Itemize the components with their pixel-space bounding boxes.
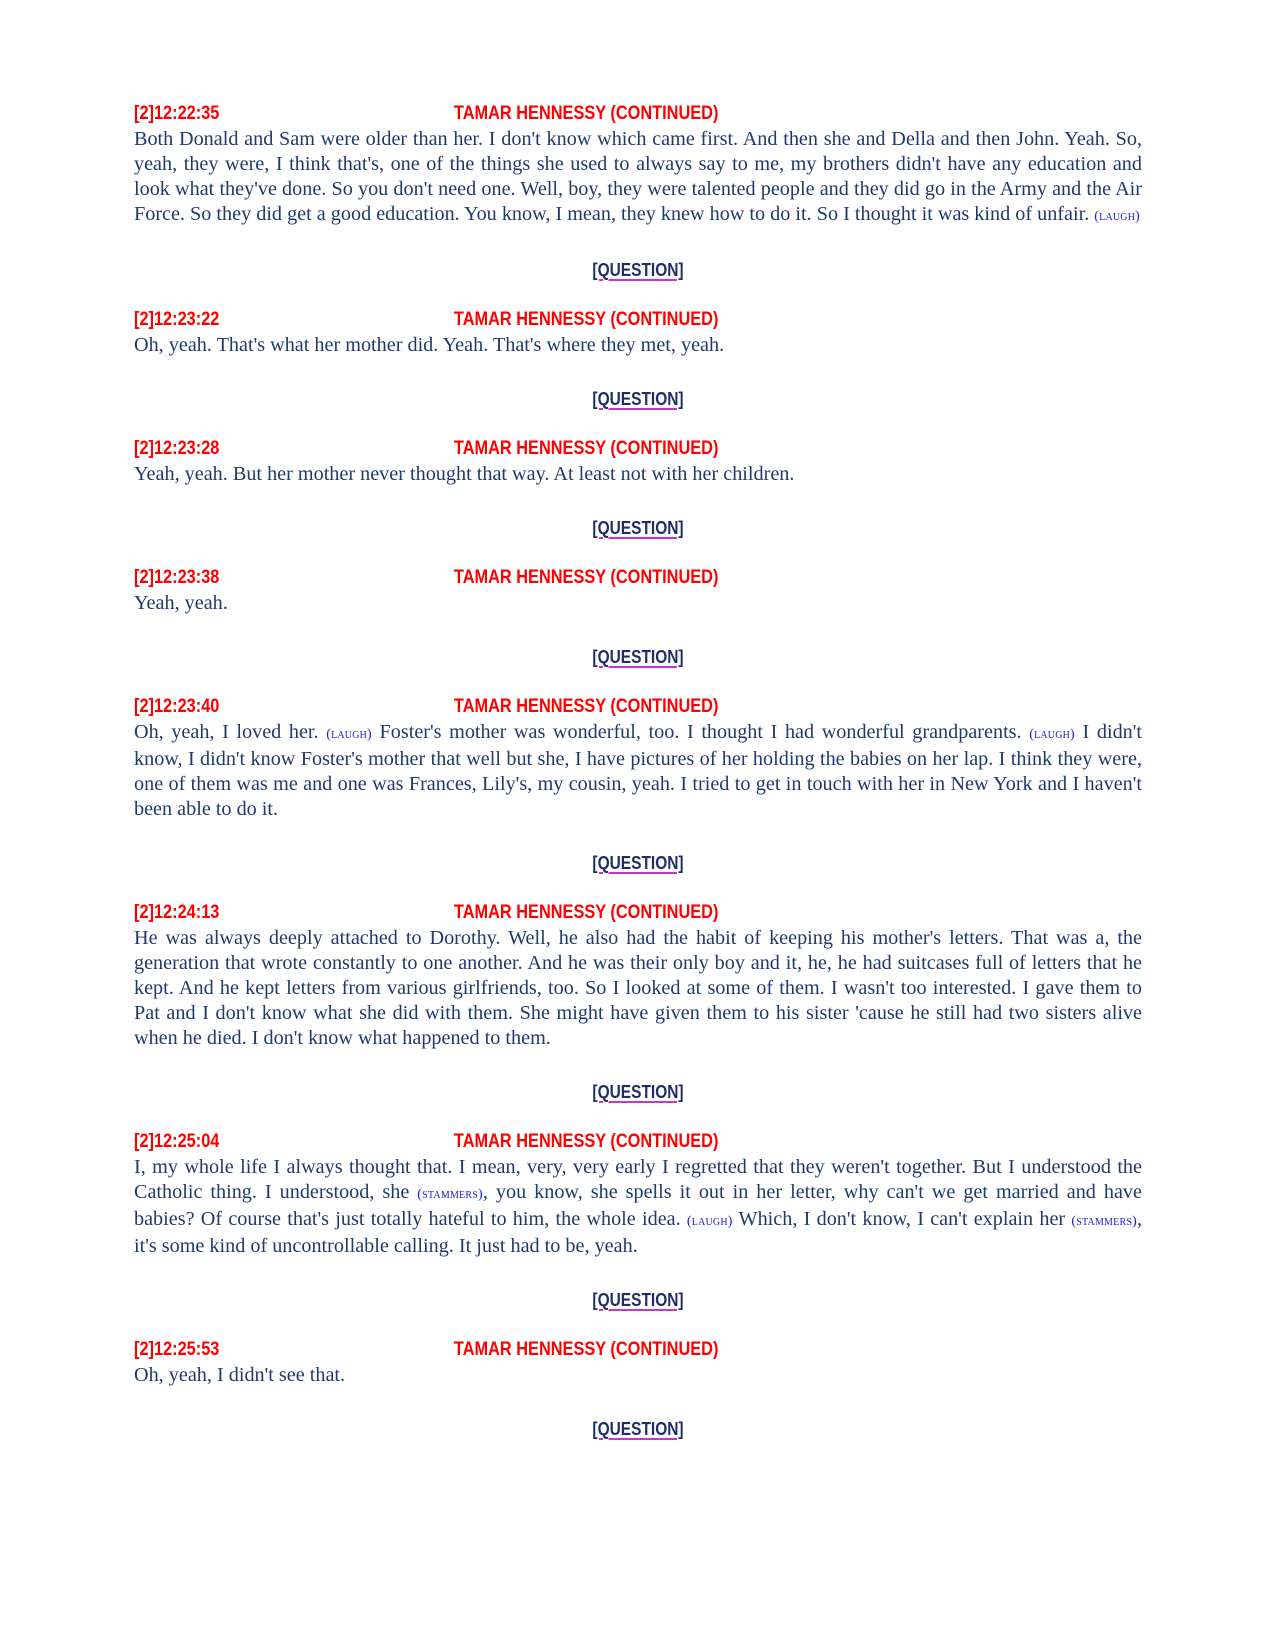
timestamp: [2]12:25:53: [134, 1339, 220, 1360]
timestamp: [2]12:23:38: [134, 567, 220, 588]
text-segment: Yeah, yeah. But her mother never thought that way. At least not with her children.: [134, 463, 795, 485]
entry-header: [134, 1337, 1001, 1363]
question-marker: [134, 1079, 1142, 1105]
speaker-name: TAMAR HENNESSY (CONTINUED): [453, 309, 719, 330]
question-label: [QUESTION]: [592, 853, 684, 873]
question-label: [QUESTION]: [592, 260, 684, 280]
speaker-name: TAMAR HENNESSY (CONTINUED): [453, 902, 719, 923]
text-segment: , you know, she spells it out in her letter, why can't we get married and have babies? Of course that's just totally hateful to him, the whole idea.: [134, 1181, 1142, 1230]
question-marker: [134, 644, 1142, 670]
entry-header: [134, 1129, 1001, 1155]
speaker-name: TAMAR HENNESSY (CONTINUED): [453, 438, 719, 459]
question-marker: [134, 1416, 1142, 1442]
timestamp: [2]12:24:13: [134, 902, 220, 923]
transcript-entry: [134, 1337, 1142, 1388]
stage-direction: (laugh): [1094, 209, 1141, 224]
entry-header: [134, 307, 1001, 333]
text-segment: Oh, yeah, I didn't see that.: [134, 1364, 346, 1386]
transcript-entry: [134, 694, 1142, 822]
transcript-entry: [134, 436, 1142, 487]
transcript-entry: [134, 900, 1142, 1051]
entry-header: [134, 101, 1001, 127]
question-marker: [134, 386, 1142, 412]
text-segment: Oh, yeah, I loved her.: [134, 721, 327, 743]
text-segment: I didn't know, I didn't know Foster's mother that well but she, I have pictures of her holding the babies on her lap. I think they were, one of them was me and one was Frances, Lily's, my cousin, yeah. I tried to get in touch with her in New York and I haven't been able to do it.: [134, 721, 1143, 820]
text-segment: , it's some kind of uncontrollable calling. It just had to be, yeah.: [134, 1208, 1142, 1257]
question-marker: [134, 257, 1142, 283]
speaker-name: TAMAR HENNESSY (CONTINUED): [453, 1131, 719, 1152]
speaker-name: TAMAR HENNESSY (CONTINUED): [453, 567, 719, 588]
stage-direction: (stammers): [1071, 1214, 1137, 1229]
text-segment: He was always deeply attached to Dorothy. Well, he also had the habit of keeping his mother's letters. That was a, the generation that wrote constantly to one another. And he was their only boy and it, he, he had suitcases full of letters that he kept. And he kept letters from various girlfriends, too. So I looked at some of them. I wasn't too interested. I gave them to Pat and I don't know what she did with them. She might have given them to his sister 'cause he still had two sisters alive when he died. I don't know what happened to them.: [134, 927, 1142, 1049]
entry-header: [134, 900, 1001, 926]
timestamp: [2]12:23:40: [134, 696, 220, 717]
speaker-name: TAMAR HENNESSY (CONTINUED): [453, 1339, 719, 1360]
transcript-text: [134, 720, 1142, 822]
question-marker: [134, 515, 1142, 541]
transcript-entry: [134, 1129, 1142, 1259]
transcript-entry: [134, 565, 1142, 616]
stage-direction: (laugh): [1029, 727, 1075, 742]
speaker-name: TAMAR HENNESSY (CONTINUED): [453, 103, 719, 124]
text-segment: Which, I don't know, I can't explain her: [732, 1208, 1072, 1230]
transcript-text: [134, 462, 1142, 487]
entry-header: [134, 436, 1001, 462]
transcript-entry: [134, 101, 1142, 229]
question-label: [QUESTION]: [592, 1419, 684, 1439]
transcript-page: [134, 101, 1142, 1466]
transcript-text: [134, 333, 1142, 358]
question-label: [QUESTION]: [592, 1082, 684, 1102]
entry-header: [134, 694, 1001, 720]
question-label: [QUESTION]: [592, 647, 684, 667]
text-segment: Yeah, yeah.: [134, 592, 228, 614]
timestamp: [2]12:23:22: [134, 309, 220, 330]
timestamp: [2]12:22:35: [134, 103, 220, 124]
transcript-text: [134, 926, 1142, 1051]
transcript-text: [134, 1363, 1142, 1388]
entry-header: [134, 565, 1001, 591]
question-label: [QUESTION]: [592, 1290, 684, 1310]
stage-direction: (stammers): [417, 1187, 483, 1202]
transcript-text: [134, 591, 1142, 616]
timestamp: [2]12:23:28: [134, 438, 220, 459]
stage-direction: (laugh): [686, 1214, 733, 1229]
question-label: [QUESTION]: [592, 389, 684, 409]
question-marker: [134, 1287, 1142, 1313]
transcript-text: [134, 1155, 1142, 1259]
text-segment: Oh, yeah. That's what her mother did. Yeah. That's where they met, yeah.: [134, 334, 725, 356]
stage-direction: (laugh): [326, 727, 372, 742]
timestamp: [2]12:25:04: [134, 1131, 220, 1152]
speaker-name: TAMAR HENNESSY (CONTINUED): [453, 696, 719, 717]
transcript-text: [134, 127, 1142, 229]
text-segment: I, my whole life I always thought that. I mean, very, very early I regretted that they weren't together. But I understood the Catholic thing. I understood, she: [134, 1156, 1142, 1203]
text-segment: Foster's mother was wonderful, too. I thought I had wonderful grandparents.: [371, 721, 1030, 743]
transcript-entry: [134, 307, 1142, 358]
text-segment: Both Donald and Sam were older than her. I don't know which came first. And then she and Della and then John. Yeah. So, yeah, they were, I think that's, one of the things she used to always say to me, my brothers didn't have any education and look what they've done. So you don't need one. Well, boy, they were talented people and they did go in the Army and the Air Force. So they did get a good education. You know, I mean, they knew how to do it. So I thought it was kind of unfair.: [134, 128, 1142, 225]
question-label: [QUESTION]: [592, 518, 684, 538]
question-marker: [134, 850, 1142, 876]
